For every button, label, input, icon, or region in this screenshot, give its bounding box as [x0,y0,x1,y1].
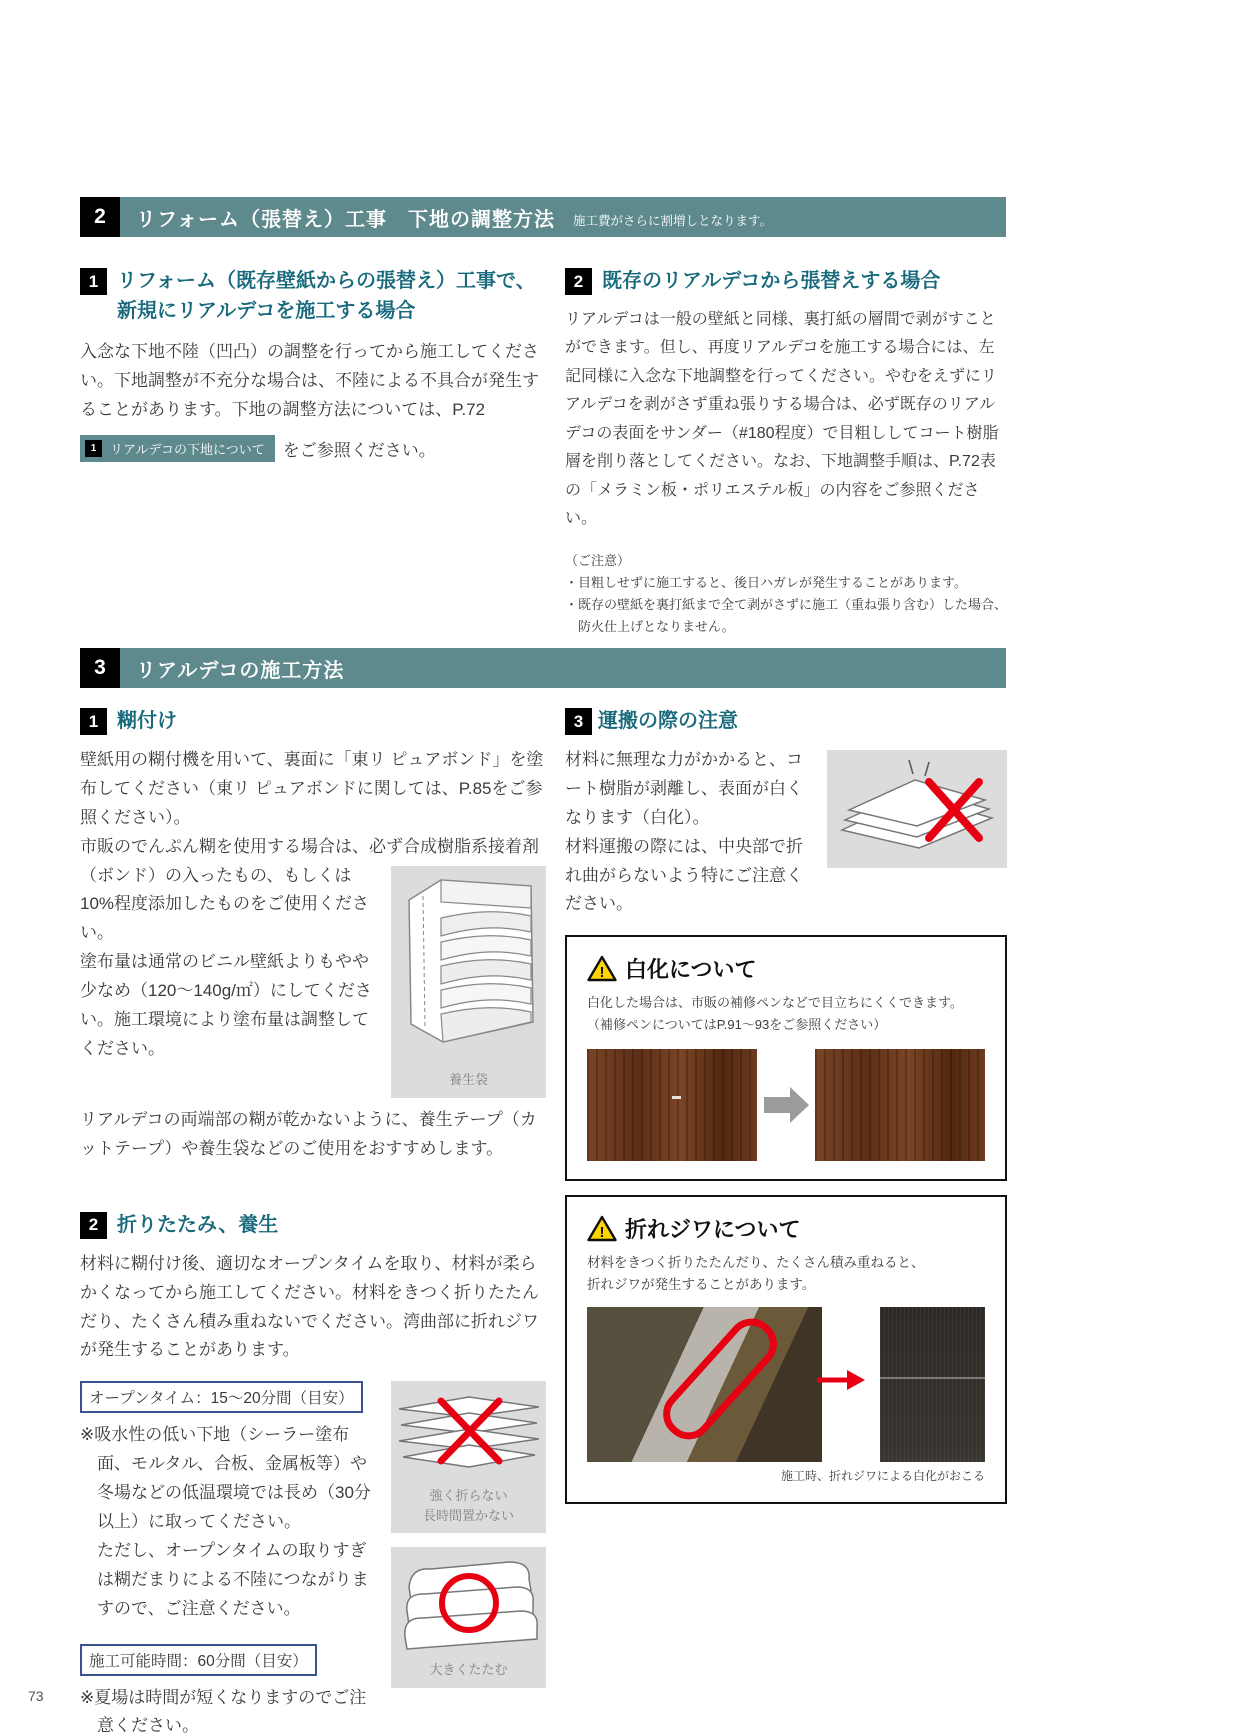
unpan-body1: 材料に無理な力がかかると、コート樹脂が剥離し、表面が白くなります（白化）。 [565,750,803,827]
sub2-heading [565,266,1007,296]
no-sharp-fold-caption2: 長時間置かない [422,1507,514,1523]
orejiwa-photos [587,1307,985,1462]
section3-title: リアルデコの施工方法 [136,659,345,682]
crease-annotation [653,1309,787,1449]
page-number: 73 [28,1688,44,1704]
no-sharp-fold-caption1: 強く折らない [429,1488,508,1504]
orejiwa-caption: 施工時、折れジワによる白化がおこる [780,1469,985,1484]
section3-right-column [565,706,1007,1504]
nori-heading [80,706,546,736]
orejiwa-title: 折れジワについて [625,1216,801,1242]
oritatami-image-column [391,1381,546,1736]
sub1-heading [80,266,546,326]
note-line: ・既存の壁紙を裏打紙まで全て剥がさずに施工（重ね張り含む）した場合、 [565,596,1008,612]
oritatami-detail-row [80,1381,546,1736]
sharp-fold-illustration [391,1381,546,1481]
sub1-number-badge: 1 [80,268,107,295]
warning-icon [587,955,617,982]
oritatami-text-column [80,1381,376,1736]
note-line: ・目粗しせずに施工すると、後日ハガレが発生することがあります。 [565,574,967,590]
wood-sample-after [815,1049,985,1161]
sub2-number-badge: 2 [565,268,592,295]
nori-para2: 市販のでんぷん糊を使用する場合は、必ず合成樹脂系接着剤 [80,836,539,856]
sub1-body: 入念な下地不陸（凹凸）の調整を行ってから施工してください。下地調整が不充分な場合は、不陸による不具合が発生することがあります。下地の調整方法については、P.72 [80,342,539,419]
open-time-note: ※吸水性の低い下地（シーラー塗布面、モルタル、合板、金属板等）や冬場などの低温環境では長め（30分以上）に取ってください。 [80,1425,371,1531]
unpan-heading [565,706,1007,736]
section2-header-bar [80,197,1006,237]
hakka-title: 白化について [625,957,757,983]
yosei-bag-panel [391,866,546,1098]
red-arrow-icon [817,1369,865,1391]
nori-para1: 壁紙用の糊付機を用いて、裏面に「東リ ピュアボンド」を塗布してください（東リ ピュアボンドに関しては、P.85をご参照ください）。 [80,750,544,827]
section2-note: 施工費がさらに割増しとなります。 [573,214,773,228]
orejiwa-body1: 材料をきつく折りたたんだり、たくさん積み重ねると、 [587,1254,925,1270]
unpan-title: 運搬の際の注意 [598,710,738,732]
no-sharp-fold-panel [391,1381,546,1533]
hakka-body2: （補修ペンについてはP.91〜93をご参照ください） [587,1017,887,1033]
folded-material-photo [587,1307,822,1462]
section2-right-column [565,266,1007,638]
section2-title: リフォーム（張替え）工事 下地の調整方法 [136,208,555,231]
section3-number-badge: 3 [80,648,120,688]
reference-badge [80,435,275,462]
work-time-note: ※夏場は時間が短くなりますのでご注意ください。 [80,1687,367,1736]
creased-wood-photo [880,1307,985,1462]
transport-warning-panel [827,750,1007,868]
section3-header-bar [80,648,1006,688]
yosei-bag-illustration [391,866,546,1061]
nori-title: 糊付け [117,710,177,732]
nori-para4: 塗布量は通常のビニル壁紙よりもやや少なめ（120〜140g/㎡）にしてください。施工環境により塗布量は調整してください。 [80,952,372,1058]
svg-text:!: ! [599,964,605,982]
sub1-title-line1: リフォーム（既存壁紙からの張替え）工事で、 [117,270,536,292]
section2-left-column [80,266,546,462]
oritatami-body: 材料に糊付け後、適切なオープンタイムを取り、材料が柔らかくなってから施工してください。材料をきつく折りたたんだり、たくさん積み重ねないでください。湾曲部に折れジワが発生することがあります。 [80,1253,539,1360]
sub1-title-line2: 新規にリアルデコを施工する場合 [117,300,416,322]
whitening-line [880,1377,985,1379]
orejiwa-infobox [565,1195,1007,1505]
sub2-title: 既存のリアルデコから張替えする場合 [602,270,941,292]
hakka-body1: 白化した場合は、市販の補修ペンなどで目立ちにくくできます。 [587,995,963,1011]
reference-line [80,435,546,462]
yosei-bag-caption: 養生袋 [448,1072,488,1088]
note-title: （ご注意） [565,552,631,568]
oritatami-title: 折りたたみ、養生 [117,1213,279,1236]
open-time-box: オープンタイム：15〜20分間（目安） [80,1381,363,1413]
section3-left-column [80,706,546,1736]
loose-fold-illustration [391,1547,546,1655]
nori-number-badge: 1 [80,708,107,735]
oritatami-heading [80,1210,546,1240]
reference-badge-number: 1 [85,440,102,457]
open-time-note2: ただし、オープンタイムの取りすぎは糊だまりによる不陸につながりますので、ご注意ください。 [97,1540,369,1618]
hakka-infobox [565,935,1007,1180]
nori-para3: （ボンド）の入ったもの、もしくは10%程度添加したものをご使用ください。 [80,865,370,943]
orejiwa-body2: 折れジワが発生することがあります。 [587,1277,816,1293]
unpan-body2: 材料運搬の際には、中央部で折れ曲がらないよう特にご注意ください。 [565,836,803,914]
nori-para5: リアルデコの両端部の糊が乾かないように、養生テープ（カットテープ）や養生袋などのご使用をおすすめします。 [80,1109,537,1158]
svg-text:!: ! [599,1223,605,1241]
warning-icon [587,1215,617,1242]
hakka-before-after [587,1049,985,1161]
section2-number-badge: 2 [80,197,120,237]
work-time-box: 施工可能時間：60分間（目安） [80,1644,317,1676]
transport-illustration [827,750,1007,868]
wood-sample-before [587,1049,757,1161]
sub2-notes [565,550,1007,638]
oritatami-number-badge: 2 [80,1212,107,1239]
reference-badge-label: リアルデコの下地について [110,441,265,457]
arrow-right-icon [764,1085,809,1125]
note-line: 防火仕上げとなりません。 [565,619,735,635]
reference-suffix: をご参照ください。 [282,440,436,460]
sub2-body: リアルデコは一般の壁紙と同様、裏打紙の層間で剥がすことができます。但し、再度リアルデコを施工する場合には、左記同様に入念な下地調整を行ってください。やむをえずにリアルデコを剥がさず重ね張りする場合は、必ず既存のリアルデコの表面をサンダー（#180程度）で目粗ししてコート樹脂層を削り落としてください。なお、下地調整手順は、P.72表の「メラミン板・ポリエステル板」の内容をご参照ください。 [565,311,999,528]
unpan-number-badge: 3 [565,708,592,735]
loose-fold-panel [391,1547,546,1688]
loose-fold-caption: 大きくたたむ [429,1662,508,1678]
